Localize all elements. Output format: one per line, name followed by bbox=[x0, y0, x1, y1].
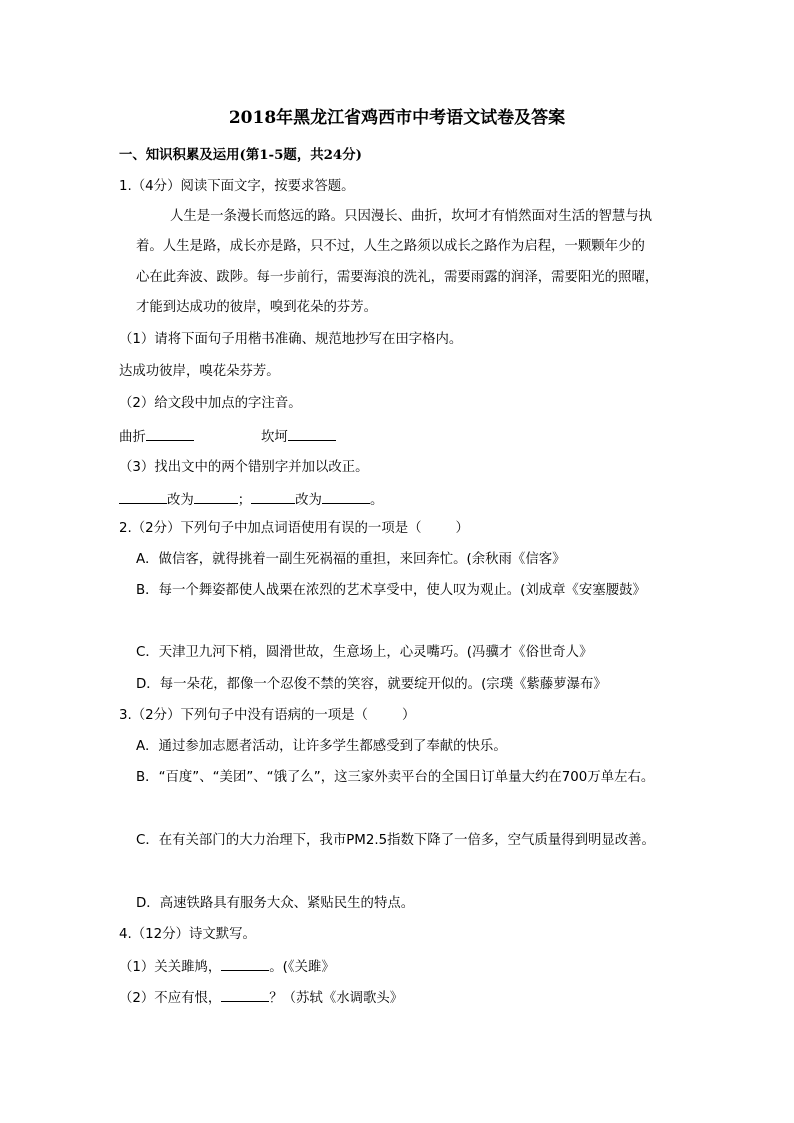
q4-item-1-prefix: （1）关关雎鸠， bbox=[119, 960, 222, 975]
q3-option-b: B．“百度”、“美团”、“饿了么”，这三家外卖平台的全国日订单量大约在700万单左右。 bbox=[136, 770, 655, 785]
change-to-label-1: 改为 bbox=[167, 493, 194, 508]
q4-item-2-prefix: （2）不应有恨， bbox=[119, 991, 222, 1006]
change-to-label-2: 改为 bbox=[295, 493, 322, 508]
q1-sub1: （1）请将下面句子用楷书准确、规范地抄写在田字格内。 bbox=[119, 332, 463, 347]
q2-option-a: A．做信客，就得挑着一副生死祸福的重担，来回奔忙。(余秋雨《信客》 bbox=[136, 552, 566, 567]
passage-line-3: 心在此奔波、跋陟。每一步前行，需要海浪的洗礼，需要雨露的润泽，需要阳光的照曜， bbox=[136, 270, 659, 285]
question-1-stem: 1.（4分）阅读下面文字，按要求答题。 bbox=[119, 179, 355, 194]
q4-item-2 bbox=[119, 987, 403, 1007]
q4-item-1-suffix: 。(《关雎》 bbox=[269, 960, 335, 975]
q1-sub1-text: 达成功彼岸，嗅花朵芬芳。 bbox=[119, 364, 280, 379]
q1-sub3-answer-row bbox=[119, 489, 383, 509]
document-title: 2018年黑龙江省鸡西市中考语文试卷及答案 bbox=[228, 108, 566, 128]
section-heading: 一、知识积累及运用(第1-5题，共24分) bbox=[119, 147, 362, 163]
q1-sub2-answer-row-2 bbox=[261, 426, 336, 446]
question-4-stem: 4.（12分）诗文默写。 bbox=[119, 927, 256, 942]
q1-sub3: （3）找出文中的两个错别字并加以改正。 bbox=[119, 460, 369, 475]
question-3-stem-text: 3.（2分）下列句子中没有语病的一项是（ bbox=[119, 708, 368, 723]
q3-option-c: C．在有关部门的大力治理下，我市PM2.5指数下降了一倍多，空气质量得到明显改善。 bbox=[136, 833, 655, 848]
q2-option-d: D．每一朵花，都像一个忍俊不禁的笑容，就要绽开似的。(宗璞《紫藤萝瀑布》 bbox=[136, 677, 607, 692]
q3-option-a: A．通过参加志愿者活动，让许多学生都感受到了奉献的快乐。 bbox=[136, 739, 507, 754]
word-kanke: 坎坷 bbox=[261, 430, 288, 445]
poem-blank-1[interactable] bbox=[221, 956, 269, 971]
question-2-stem-close: ） bbox=[455, 521, 469, 536]
end-mark: 。 bbox=[369, 493, 384, 508]
pinyin-blank-2[interactable] bbox=[288, 426, 336, 441]
correct-char-blank-1[interactable] bbox=[194, 489, 238, 504]
question-2-stem-text: 2.（2分）下列句子中加点词语使用有误的一项是（ bbox=[119, 521, 422, 536]
question-3-stem bbox=[119, 706, 415, 726]
poem-blank-2[interactable] bbox=[221, 987, 269, 1002]
q2-option-b: B．每一个舞姿都使人战栗在浓烈的艺术享受中，使人叹为观止。(刘成章《安塞腰鼓》 bbox=[136, 583, 646, 598]
separator: ； bbox=[237, 493, 252, 508]
q1-sub2-answer-row bbox=[119, 426, 194, 446]
wrong-char-blank-1[interactable] bbox=[119, 489, 167, 504]
pinyin-blank-1[interactable] bbox=[146, 426, 194, 441]
passage-line-1: 人生是一条漫长而悠远的路。只因漫长、曲折，坎坷才有悄然面对生活的智慧与执 bbox=[170, 209, 653, 224]
question-3-stem-close: ） bbox=[401, 708, 416, 723]
q3-option-d: D．高速铁路具有服务大众、紧贴民生的特点。 bbox=[136, 896, 415, 911]
q2-option-c: C．天津卫九河下梢，圆滑世故，生意场上，心灵嘴巧。(冯骥才《俗世奇人》 bbox=[136, 645, 593, 660]
q4-item-1 bbox=[119, 956, 335, 976]
question-2-stem bbox=[119, 519, 469, 539]
q1-sub2: （2）给文段中加点的字注音。 bbox=[119, 396, 302, 411]
passage-line-2: 着。人生是路，成长亦是路，只不过，人生之路须以成长之路作为启程，一颗颗年少的 bbox=[136, 239, 645, 254]
q4-item-2-suffix: ？（苏轼《水调歌头》 bbox=[269, 991, 404, 1006]
wrong-char-blank-2[interactable] bbox=[251, 489, 295, 504]
word-quzhe: 曲折 bbox=[119, 430, 146, 445]
correct-char-blank-2[interactable] bbox=[322, 489, 370, 504]
passage-line-4: 才能到达成功的彼岸，嗅到花朵的芬芳。 bbox=[136, 300, 378, 315]
